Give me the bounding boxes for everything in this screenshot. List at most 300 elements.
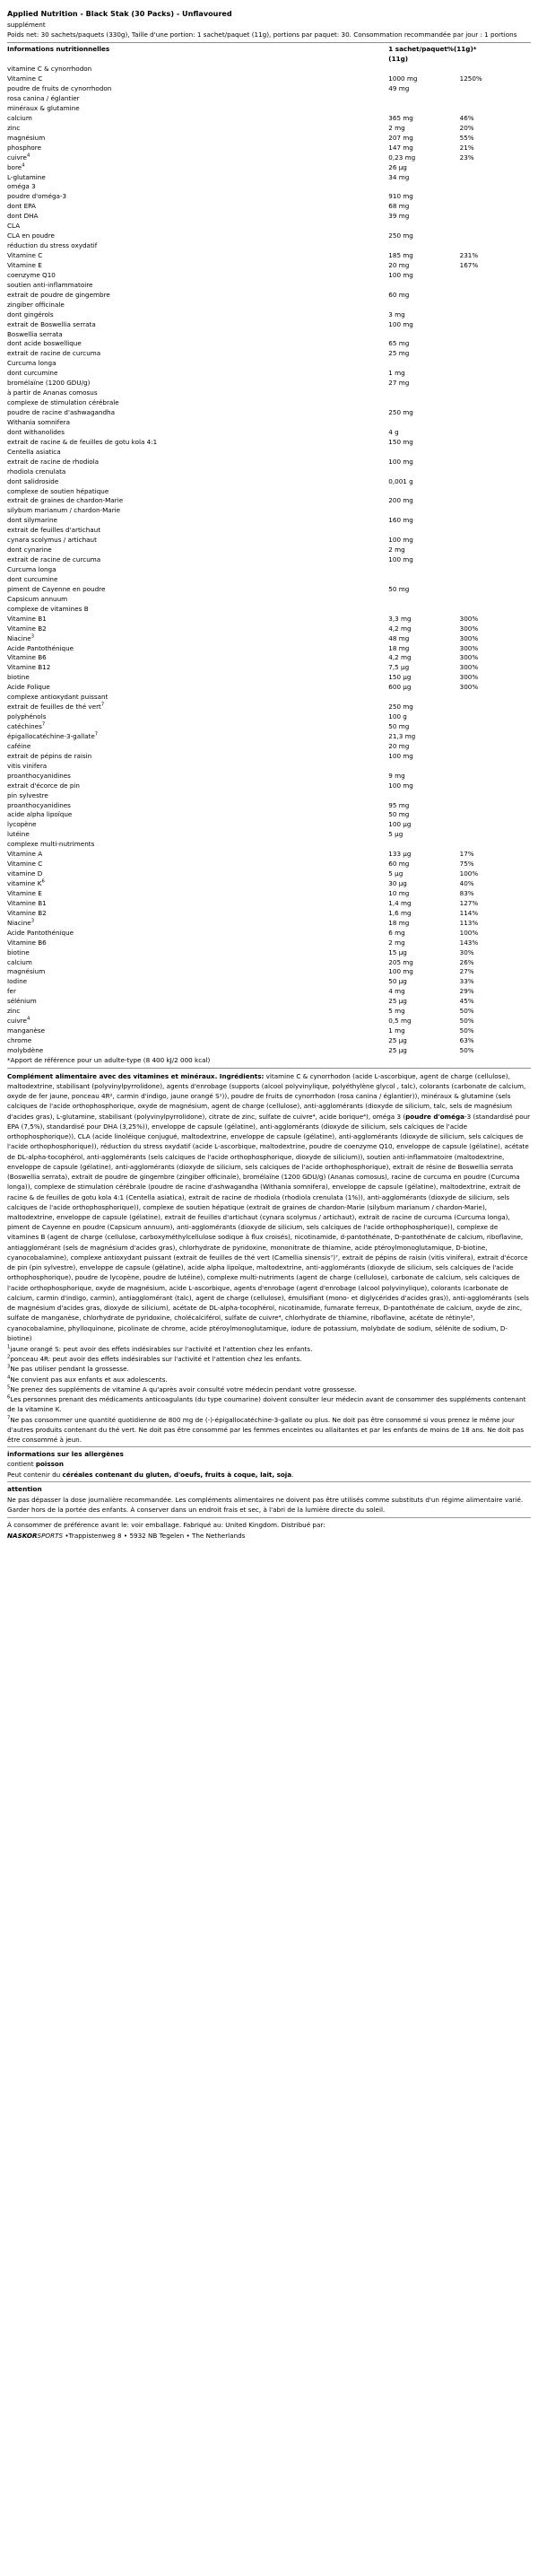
table-row (7, 536, 531, 546)
table-row (7, 939, 531, 948)
table-row (7, 585, 531, 595)
footnote-marker: 2 (7, 1354, 11, 1360)
nutrient-amount: 20 mg (388, 741, 410, 750)
nutrient-name: rosa canina / églantier (7, 94, 80, 103)
nutrient-percent (460, 94, 531, 104)
nutrient-name: L-glutamine (7, 172, 46, 181)
nutrient-percent (460, 359, 531, 369)
nutrient-name: biotine (7, 947, 30, 956)
nutrient-amount: 2 mg (388, 123, 405, 132)
nutrient-name: Vitamine B12 (7, 663, 51, 672)
nutrient-percent (460, 448, 531, 458)
table-row (7, 546, 531, 555)
nutrient-percent (460, 840, 531, 850)
nutrient-percent: 17% (459, 850, 474, 859)
nutrient-amount: 10 mg (388, 888, 410, 897)
table-row (7, 418, 531, 428)
table-row (7, 634, 531, 644)
nutrient-percent (460, 291, 531, 301)
nutrient-amount: 18 mg (388, 918, 410, 927)
nutrient-percent (460, 173, 531, 183)
nutrient-amount: 250 mg (388, 703, 413, 712)
table-row (7, 830, 531, 840)
nutrient-name (7, 634, 388, 644)
nutrient-percent (460, 605, 531, 615)
nutrient-name: poudre de fruits de cynorrhodon (7, 84, 112, 93)
nutrient-name: soutien anti-inflammatoire (7, 280, 93, 289)
table-row (7, 967, 531, 977)
nutrient-name: acide alpha lipoïque (7, 810, 73, 819)
nutrient-percent (460, 192, 531, 202)
nutrient-name: polyphénols (7, 712, 47, 721)
nutrient-amount (388, 506, 459, 516)
table-row (7, 349, 531, 359)
net-weight-serving-info: Poids net: 30 sachets/paquets (330g), Taille d'une portion: 1 sachet/paquet (11g), portions par paquet: 30. Consommation recommandée par jour : 1 portions (7, 30, 517, 39)
nutrient-percent (460, 801, 531, 811)
nutrient-name: dont silymarine (7, 516, 57, 525)
ingredients-bold-omega: poudre d'oméga (405, 1112, 465, 1121)
table-row (7, 683, 531, 693)
nutrient-amount: 205 mg (388, 957, 413, 966)
table-row (7, 231, 531, 241)
footnote-text: Ne prenez des suppléments de vitamine A qu'après avoir consulté votre médecin pendant votre grossesse. (10, 1384, 357, 1393)
nutrient-name: réduction du stress oxydatif (7, 241, 98, 250)
nutrient-amount: 250 mg (388, 231, 413, 240)
table-row (7, 1007, 531, 1017)
table-row (7, 487, 531, 497)
nutrient-amount: 3,3 mg (388, 614, 412, 623)
table-row (7, 752, 531, 762)
nutrient-name: zinc (7, 123, 21, 132)
nutrient-percent (460, 810, 531, 820)
table-row (7, 663, 531, 673)
distributor-brand-primary: NASKOR (7, 1531, 38, 1540)
nutrient-amount (388, 330, 459, 340)
nutrient-percent: 300% (459, 643, 479, 652)
table-row (7, 919, 531, 929)
nutrient-name-text: épigallocatéchine-3-gallate (7, 731, 95, 740)
table-row (7, 506, 531, 516)
allergen-may-contain-line (7, 1470, 531, 1480)
nutrient-percent (460, 693, 531, 703)
nutrient-amount: 100 µg (388, 820, 412, 829)
nutrient-name: Curcuma longa (7, 565, 56, 574)
nutrient-amount: 15 µg (388, 947, 407, 956)
footnote-marker: 5 (7, 1384, 11, 1391)
allergen-may-contain-end: . (291, 1470, 294, 1479)
nutrient-name: chrome (7, 1036, 32, 1045)
table-row (7, 301, 531, 310)
table-row (7, 74, 531, 84)
nutrient-amount: 2 mg (388, 546, 405, 554)
nutrient-percent (460, 379, 531, 389)
nutrient-name-text: Niacine (7, 918, 31, 927)
footnote-text: Ne pas utiliser pendant la grossesse. (10, 1365, 129, 1374)
nutrient-amount (388, 526, 459, 536)
table-row (7, 467, 531, 477)
allergen-contains-value: poisson (35, 1460, 64, 1469)
caution-section-title: attention (7, 1484, 42, 1493)
nutrient-name: calcium (7, 957, 32, 966)
column-header-name: Informations nutritionnelles (7, 45, 110, 54)
table-row (7, 124, 531, 134)
ingredients-lead-label: Complément alimentaire avec des vitamines et minéraux. Ingrédients: (7, 1071, 265, 1080)
nutrient-amount: 600 µg (388, 683, 412, 692)
nutrient-percent: 100% (459, 928, 479, 937)
nutrient-percent: 300% (459, 673, 479, 682)
nutrient-amount (388, 94, 459, 104)
nutrient-name: dont cynarine (7, 546, 52, 554)
nutrient-amount (388, 693, 459, 703)
nutrient-amount: 100 mg (388, 536, 413, 545)
table-row (7, 850, 531, 860)
nutrient-amount (388, 281, 459, 291)
nutrient-name: dont salidroside (7, 476, 59, 485)
nutrient-amount (388, 418, 459, 428)
nutrient-amount: 1 mg (388, 1026, 405, 1035)
footnote-marker: 3 (30, 633, 35, 640)
nutrient-percent (460, 487, 531, 497)
nutrient-name: poudre d'oméga-3 (7, 192, 67, 201)
nutrient-amount (388, 359, 459, 369)
nutrient-name: extrait de Boswellia serrata (7, 319, 96, 328)
nutrient-name: zinc (7, 1007, 21, 1016)
caution-text: Ne pas dépasser la dose journalière recommandée. Les compléments alimentaires ne doivent pas être utilisés comme substituts d'un régime alimentaire varié. Garder hors de la portée des enfants. À conserver dans un endroit frais et sec, à l'abri de la lumière directe du soleil. (7, 1495, 524, 1515)
nutrient-percent: 300% (459, 683, 479, 692)
footnote-text: ponceau 4R: peut avoir des effets indésirables sur l'activité et l'attention chez les enfants. (10, 1355, 302, 1364)
distributor-address: •Trappistenweg 8 • 5932 NB Tegelen • The Netherlands (63, 1531, 246, 1540)
nutrient-amount: 100 mg (388, 967, 413, 976)
table-row (7, 163, 531, 173)
nutrient-amount (388, 398, 459, 408)
nutrient-amount (388, 487, 459, 497)
nutrient-percent (460, 506, 531, 516)
table-row (7, 339, 531, 349)
table-row (7, 192, 531, 202)
nutrient-name (7, 722, 388, 732)
table-row (7, 644, 531, 654)
table-row (7, 330, 531, 340)
nutrient-amount: 39 mg (388, 212, 410, 221)
table-header-row-2 (7, 55, 531, 65)
nutrient-percent (460, 65, 531, 74)
nutrient-name: Curcuma longa (7, 359, 56, 368)
footnote-item (7, 1354, 531, 1364)
divider-allergens (7, 1446, 531, 1447)
best-before-manufacturer-line: À consommer de préférence avant le: voir emballage. Fabriqué au: United Kingdom. Distribué par: (7, 1521, 325, 1530)
table-row (7, 153, 531, 163)
nutrient-name: Boswellia serrata (7, 329, 63, 338)
table-row (7, 448, 531, 458)
nutrient-percent (460, 104, 531, 114)
nutrient-percent: 167% (459, 260, 479, 269)
nutrient-name (7, 703, 388, 712)
table-row (7, 310, 531, 320)
nutrient-name: biotine (7, 673, 30, 682)
nutrient-name: Iodine (7, 977, 28, 986)
nutrient-amount (388, 448, 459, 458)
footnote-marker: 7 (7, 1415, 11, 1421)
nutrient-percent (460, 301, 531, 310)
table-row (7, 909, 531, 919)
table-row (7, 565, 531, 575)
nutrient-percent: 50% (459, 1026, 474, 1035)
nutrient-amount (388, 222, 459, 231)
nutrition-table-body (7, 65, 531, 1056)
nutrient-name: CLA (7, 222, 21, 231)
nutrient-amount: 20 mg (388, 260, 410, 269)
table-row (7, 428, 531, 438)
nutrient-name: CLA en poudre (7, 231, 55, 240)
nutrient-percent (460, 349, 531, 359)
nutrient-name: Acide Pantothénique (7, 643, 74, 652)
nutrient-name: sélénium (7, 997, 37, 1006)
column-header-name-blank (7, 55, 388, 65)
product-type: supplément (7, 20, 46, 29)
table-row (7, 320, 531, 330)
allergen-contains-line (7, 1459, 531, 1469)
nutrient-percent (460, 820, 531, 830)
nutrient-name-text: Niacine (7, 633, 31, 642)
nutrient-name: coenzyme Q10 (7, 270, 56, 279)
table-row (7, 477, 531, 487)
footnote-item (7, 1375, 531, 1384)
nutrient-percent: 29% (459, 987, 474, 996)
nutrient-percent (460, 467, 531, 477)
table-row (7, 958, 531, 968)
nutrient-amount: 9 mg (388, 771, 405, 780)
table-row (7, 271, 531, 281)
nutrient-amount (388, 565, 459, 575)
table-row (7, 899, 531, 909)
nutrient-amount: 150 µg (388, 673, 412, 682)
table-row (7, 94, 531, 104)
nutrient-percent (460, 310, 531, 320)
nutrient-name: Vitamine C (7, 251, 43, 260)
table-row (7, 712, 531, 722)
nutrient-amount: 4 g (388, 427, 399, 436)
nutrient-name: Vitamine B2 (7, 624, 47, 633)
table-row (7, 202, 531, 212)
nutrient-percent (460, 182, 531, 192)
nutrient-percent (460, 575, 531, 585)
table-row (7, 840, 531, 850)
table-row (7, 869, 531, 879)
footnote-text: Ne pas consommer une quantité quotidienne de 800 mg de (-)-épigallocatéchine-3-gallate ou plus. Ne doit pas être consommé si vous prenez le même jour d'autres produits contenant du thé vert. Ne doit pas être consommé par les femmes enceintes ou allaitantes et par les enfants de moins de 18 ans. Ne doit pas être consommé à jeun. (7, 1415, 525, 1445)
nutrient-name: magnésium (7, 133, 46, 142)
table-row (7, 860, 531, 869)
nutrient-percent (460, 712, 531, 722)
nutrient-percent: 23% (459, 153, 474, 162)
nutrition-table (7, 45, 531, 1056)
table-row (7, 772, 531, 782)
table-row (7, 929, 531, 939)
allergen-section-title: informations sur les allergènes (7, 1450, 124, 1459)
table-row (7, 722, 531, 732)
nutrient-name: Acide Folique (7, 683, 50, 692)
nutrient-name: complexe de stimulation cérébrale (7, 398, 119, 407)
nutrient-percent (460, 222, 531, 231)
nutrient-percent (460, 782, 531, 791)
table-row (7, 65, 531, 74)
nutrient-percent: 40% (459, 879, 474, 888)
nutrient-name: phosphore (7, 143, 41, 152)
nutrient-percent (460, 320, 531, 330)
nutrient-name: vitamine D (7, 869, 43, 878)
nutrient-name: pin sylvestre (7, 790, 48, 799)
nutrient-percent (460, 398, 531, 408)
nutrient-percent: 100% (459, 869, 479, 878)
nutrient-amount: 68 mg (388, 202, 410, 211)
table-row (7, 615, 531, 624)
nutrient-amount: 133 µg (388, 850, 412, 859)
footnote-marker: 4 (26, 1016, 30, 1022)
column-header-amount: 1 sachet/paquet%(11g)* (388, 45, 477, 54)
nutrient-percent: 21% (459, 143, 474, 152)
nutrient-amount: 0,5 mg (388, 1017, 412, 1026)
nutrient-name: calcium (7, 113, 32, 122)
nutrient-amount: 60 mg (388, 290, 410, 299)
nutrient-percent (460, 546, 531, 555)
nutrient-amount: 34 mg (388, 172, 410, 181)
nutrient-name (7, 163, 388, 173)
nutrient-amount: 5 mg (388, 1007, 405, 1016)
page-title: Applied Nutrition - Black Stak (30 Packs) - Unflavoured (7, 9, 232, 18)
footnote-marker: 4 (22, 162, 25, 169)
nutrient-amount: 4,2 mg (388, 624, 412, 633)
table-row (7, 889, 531, 899)
nutrient-amount: 50 mg (388, 584, 410, 593)
nutrient-percent (460, 438, 531, 448)
nutrient-amount: 50 µg (388, 977, 407, 986)
table-row (7, 281, 531, 291)
nutrient-amount: 50 mg (388, 810, 410, 819)
nutrient-percent (460, 389, 531, 398)
nutrient-name: manganèse (7, 1026, 46, 1035)
ingredients-body-part-2: -3 (standardisé pour EPA (7,5%), standardisé pour DHA (3,25%)), enveloppe de capsule (gélatine), anti-agglomérants (dioxyde de silicium, sels calciques de l'acide orthophosphorique)), CLA (acide linoléique conjugué, maltodextrine, enveloppe de capsule (gélatine), anti-agglomérants (dioxyde de silicium, sels calciques de l'acide orthophosphorique)), réduction du stress oxydatif (acide L-ascorbique, maltodextrine, poudre de coenzyme Q10, enveloppe de capsule (gélatine), acétate de DL-alpha-tocophérol, anti-agglomérants (sels calciques de l'acide orthophosphorique, dioxyde de silicium)), soutien anti-inflammatoire (maltodextrine, enveloppe de capsule (gélatine), anti-agglomérants (dioxyde de silicium, sels calciques de l'acide orthophosphorique), extrait de résine de Boswellia serrata (Boswellia serrata), extrait de poudre de gingembre (zingiber officinale), bromélaïne (1200 GDU/g) (Ananas comosus), racine de curcuma en poudre (Curcuma longa)), complexe de stimulation cérébrale (poudre de racine d'ashwagandha (Withania somnifera), enveloppe de capsule (gélatine), maltodextrine, extrait de racine & de feuilles de gotu kola 4:1 (Centella asiatica), extrait de racine de rhodiola (rhodiola crenulata (1%)), anti-agglomérants (dioxyde de silicium, sels calciques de l'acide orthophosphorique)), complexe de soutien hépatique (extrait de graines de chardon-Marie (silybum marianum / chardon-Marie), maltodextrine, enveloppe de capsule (gélatine), extrait de feuilles d'artichaut (cynara scolymus / artichaut), extrait de racine de curcuma (Curcuma longa), piment de Cayenne en poudre (Capsicum annuum), anti-agglomérants (dioxyde de silicium, sels calciques de l'acide orthophosphorique)), complexe de vitamines B (agent de charge (cellulose, carboxyméthylcellulose sodique à flux croisés), nicotinamide, d-pantothénate, D-pantothénate de calcium, riboflavine, antiagglomérant (sels de magnésium d'acides gras), chlorhydrate de pyridoxine, mononitrate de thiamine, acide ptéroylmonoglutamique, D-biotine, cyanocobalamine), complexe antioxydant puissant (extrait de feuilles de thé vert (Camellia sinensis⁷)⁷, extrait de pépins de raisin (vitis vinifera), extrait d'écorce de pin (pin sylvestre), enveloppe de capsule (gélatine), acide alpha lipoïque, maltodextrine, anti-agglomérants (dioxyde de silicium, sels calciques de l'acide orthophosphorique), poudre de lycopène, poudre de lutéine), complexe multi-nutriments (agent de charge (cellulose), carbonate de calcium, sels calciques de l'acide orthophosphorique, oxyde de magnésium, acide L-ascorbique, agents d'enrobage (agent d'enrobage (alcool polyvinylique), colorants (carbonate de calcium, carmin d'indigo, carmin), antiagglomérant (talc), agent de charge (cellulose), émulsifiant (mono- et diglycérides d'acides gras)), anti-agglomérants (sels de magnésium d'acides gras, dioxyde de silicium), acétate de DL-alpha-tocophérol, nicotinamide, fumarate ferreux, D-pantothénate de calcium, oxyde de zinc, sulfate de manganèse, chlorhydrate de pyridoxine, cholécalciférol, sulfate de cuivre⁴, chlorhydrate de thiamine, riboflavine, acétate de rétinyle³, cyanocobalamine, phylloquinone, picolinate de chrome, acide ptéroylmonoglutamique, iodure de potassium, molybdate de sodium, sélénite de sodium, D-biotine) (7, 1112, 531, 1342)
nutrient-percent: 83% (459, 888, 474, 897)
table-row (7, 241, 531, 251)
nutrient-name: extrait de racine & de feuilles de gotu kola 4:1 (7, 437, 158, 446)
nutrient-name: Vitamine B1 (7, 898, 47, 907)
table-row (7, 291, 531, 301)
nutrient-percent (460, 212, 531, 222)
nutrient-amount: 4,2 mg (388, 653, 412, 662)
table-row (7, 762, 531, 772)
nutrient-amount: 21,3 mg (388, 731, 416, 740)
nutrient-percent: 1250% (459, 74, 482, 83)
nutrient-amount: 25 mg (388, 349, 410, 358)
nutrient-name: rhodiola crenulata (7, 467, 66, 476)
nutrient-amount: 27 mg (388, 379, 410, 388)
nutrient-name: lutéine (7, 830, 30, 839)
nutrient-percent (460, 772, 531, 782)
nutrient-percent (460, 408, 531, 418)
footnote-marker: 7 (94, 731, 99, 738)
nutrient-percent: 26% (459, 957, 474, 966)
nutrient-name: extrait de pépins de raisin (7, 751, 92, 760)
table-row (7, 458, 531, 467)
nutrient-percent (460, 595, 531, 605)
nutrient-name: minéraux & glutamine (7, 103, 80, 112)
nutrient-name: dont EPA (7, 202, 36, 211)
nutrient-name: fer (7, 987, 16, 996)
table-row (7, 212, 531, 222)
nutrient-name: poudre de racine d'ashwagandha (7, 408, 115, 417)
nutrient-percent: 50% (459, 1007, 474, 1016)
ingredients-body-part-1: vitamine C & cynorrhodon (acide L-ascorbique, agent de charge (cellulose), maltodextrine, stabilisant (polyvinylpyrrolidone), agents d'enrobage (supports (alcool polyvinylique, polyéthylène glycol , talc), colorants (carbonate de calcium, oxyde de fer jaune, ponceau 4R², carmin d'indigo, jaune orangé S¹)), poudre de fruits de cynorrhodon (rosa canina / églantier)), minéraux & glutamine (sels calciques de l'acide orthophosphorique, oxyde de magnésium, agent de charge (cellulose), anti-agglomérants (dioxyde de silicium, talc, sels de magnésium d'acides gras), L-glutamine, stabilisant (polyvinylpyrrolidone), citrate de zinc, sulfate de cuivre⁴, acide borique⁴), oméga 3 ( (7, 1071, 526, 1121)
nutrient-name-text: extrait de feuilles de thé vert (7, 703, 101, 712)
nutrient-percent (460, 330, 531, 340)
nutrient-percent: 63% (459, 1036, 474, 1045)
nutrient-name: vitis vinifera (7, 761, 48, 770)
nutrient-percent: 127% (459, 898, 479, 907)
nutrient-percent (460, 241, 531, 251)
nutrient-amount: 48 mg (388, 633, 410, 642)
nutrient-name: lycopène (7, 820, 37, 829)
nutrient-name (7, 919, 388, 929)
nutrient-amount (388, 241, 459, 251)
table-row (7, 379, 531, 389)
nutrient-name: dont gingérols (7, 310, 54, 319)
nutrient-amount (388, 65, 459, 74)
nutrient-name (7, 879, 388, 889)
nutrient-amount: 2 mg (388, 938, 405, 947)
nutrient-amount: 1 mg (388, 369, 405, 378)
nutrient-name: dont acide boswellique (7, 339, 82, 348)
table-row (7, 144, 531, 153)
nutrient-name: molybdène (7, 1045, 44, 1054)
allergen-may-contain-label: Peut contenir du (7, 1470, 61, 1479)
table-row (7, 987, 531, 997)
nutrient-amount: 200 mg (388, 496, 413, 505)
nutrient-name: cynara scolymus / artichaut (7, 536, 97, 545)
nutrient-amount (388, 467, 459, 477)
table-row (7, 879, 531, 889)
nutrient-percent (460, 418, 531, 428)
nutrient-amount: 250 mg (388, 408, 413, 417)
nutrient-amount: 95 mg (388, 800, 410, 809)
nutrient-name (7, 153, 388, 163)
nutrient-name: complexe de vitamines B (7, 604, 89, 613)
nutrient-amount: 365 mg (388, 113, 413, 122)
nutrient-name: piment de Cayenne en poudre (7, 584, 106, 593)
nutrient-amount: 5 µg (388, 869, 404, 878)
nutrient-name: Vitamine A (7, 850, 43, 859)
nutrient-name: Acide Pantothénique (7, 928, 74, 937)
nutrient-percent: 50% (459, 1045, 474, 1054)
nutrient-percent: 300% (459, 624, 479, 633)
nutrient-percent (460, 830, 531, 840)
nutrient-percent (460, 339, 531, 349)
table-row (7, 104, 531, 114)
nutrient-name: dont DHA (7, 212, 39, 221)
table-row (7, 369, 531, 379)
nutrient-name: Vitamine E (7, 260, 42, 269)
allergen-may-contain-value: céréales contenant du gluten, d'oeufs, fruits à coque, lait, soja (62, 1470, 292, 1479)
nutrient-percent (460, 762, 531, 772)
nutrient-name: zingiber officinale (7, 300, 65, 309)
nutrient-amount: 25 µg (388, 997, 407, 1006)
nutrient-percent: 300% (459, 663, 479, 672)
ingredients-paragraph (7, 1070, 531, 1344)
nutrient-name: oméga 3 (7, 182, 36, 191)
nutrient-amount: 100 mg (388, 781, 413, 790)
nutrient-name: complexe multi-nutriments (7, 840, 95, 849)
nutrient-percent (460, 271, 531, 281)
nutrient-percent (460, 281, 531, 291)
divider-caution (7, 1481, 531, 1482)
